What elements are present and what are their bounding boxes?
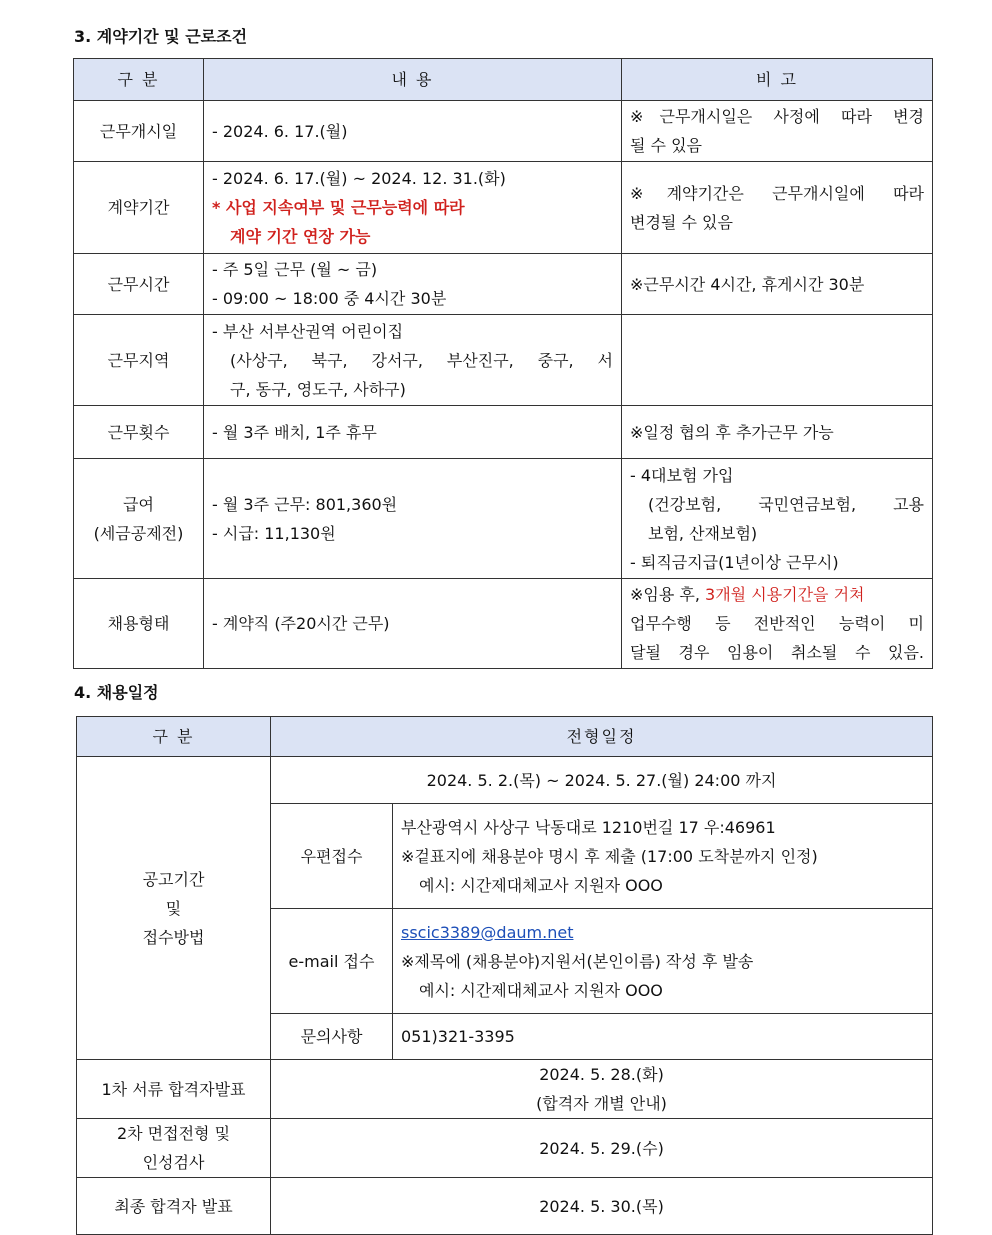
row-label-salary: 급여 (세금공제전) <box>74 459 204 579</box>
row-label-start-date: 근무개시일 <box>74 101 204 162</box>
recruitment-schedule-table <box>76 716 933 1235</box>
email-submission-content: sscic3389@daum.net ※제목에 (채용분야)지원서(본인이름) 작성 후 발송 예시: 시간제대체교사 지원자 OOO <box>393 909 933 1014</box>
mail-submission-label: 우편접수 <box>271 804 393 909</box>
row-label-work-frequency: 근무횟수 <box>74 406 204 459</box>
row-content-work-frequency: - 월 3주 배치, 1주 휴무 <box>204 406 622 459</box>
row-content-employment-type: - 계약직 (주20시간 근무) <box>204 579 622 669</box>
inquiry-label: 문의사항 <box>271 1014 393 1060</box>
header-category: 구 분 <box>74 59 204 101</box>
row-label-work-hours: 근무시간 <box>74 254 204 315</box>
row-note-start-date: ※근무개시일은 사정에 따라 변경 될 수 있음 <box>622 101 933 162</box>
header-category-2: 구 분 <box>77 717 271 757</box>
row-note-work-hours: ※근무시간 4시간, 휴게시간 30분 <box>622 254 933 315</box>
section-4-title: 4. 채용일정 <box>74 683 159 702</box>
row-note-work-area <box>622 315 933 406</box>
row-label-employment-type: 채용형태 <box>74 579 204 669</box>
notice-period: 2024. 5. 2.(목) ~ 2024. 5. 27.(월) 24:00 까지 <box>271 757 933 804</box>
header-note: 비 고 <box>622 59 933 101</box>
row-note-employment-type: ※임용 후, 3개월 시용기간을 거쳐 업무수행 등 전반적인 능력이 미 달될 경우 임용이 취소될 수 있음. <box>622 579 933 669</box>
row-content-start-date: - 2024. 6. 17.(월) <box>204 101 622 162</box>
row-note-salary: - 4대보험 가입 (건강보험, 국민연금보험, 고용 보험, 산재보험) - 퇴직금지급(1년이상 근무시) <box>622 459 933 579</box>
header-schedule: 전형일정 <box>271 717 933 757</box>
row-content-work-hours: - 주 5일 근무 (월 ~ 금) - 09:00 ~ 18:00 중 4시간 30분 <box>204 254 622 315</box>
final-result-label: 최종 합격자 발표 <box>77 1178 271 1235</box>
inquiry-phone: 051)321-3395 <box>393 1014 933 1060</box>
row-content-salary: - 월 3주 근무: 801,360원 - 시급: 11,130원 <box>204 459 622 579</box>
row-label-work-area: 근무지역 <box>74 315 204 406</box>
second-interview-label: 2차 면접전형 및 인성검사 <box>77 1119 271 1178</box>
working-conditions-table <box>73 58 933 669</box>
section-3-title: 3. 계약기간 및 근로조건 <box>74 27 248 46</box>
row-content-work-area: - 부산 서부산권역 어린이집 (사상구, 북구, 강서구, 부산진구, 중구, 서 구, 동구, 영도구, 사하구) <box>204 315 622 406</box>
email-address-link[interactable]: sscic3389@daum.net <box>401 922 574 942</box>
first-result-value: 2024. 5. 28.(화) (합격자 개별 안내) <box>271 1060 933 1119</box>
row-content-contract-period: - 2024. 6. 17.(월) ~ 2024. 12. 31.(화) * 사업 지속여부 및 근무능력에 따라 계약 기간 연장 가능 <box>204 162 622 254</box>
second-interview-value: 2024. 5. 29.(수) <box>271 1119 933 1178</box>
row-note-contract-period: ※계약기간은 근무개시일에 따라 변경될 수 있음 <box>622 162 933 254</box>
row-note-work-frequency: ※일정 협의 후 추가근무 가능 <box>622 406 933 459</box>
row-label-contract-period: 계약기간 <box>74 162 204 254</box>
first-result-label: 1차 서류 합격자발표 <box>77 1060 271 1119</box>
mail-submission-content: 부산광역시 사상구 낙동대로 1210번길 17 우:46961 ※겉표지에 채용분야 명시 후 제출 (17:00 도착분까지 인정) 예시: 시간제대체교사 지원자 OOO <box>393 804 933 909</box>
notice-label: 공고기간 및 접수방법 <box>77 757 271 1060</box>
header-content: 내 용 <box>204 59 622 101</box>
email-submission-label: e-mail 접수 <box>271 909 393 1014</box>
final-result-value: 2024. 5. 30.(목) <box>271 1178 933 1235</box>
